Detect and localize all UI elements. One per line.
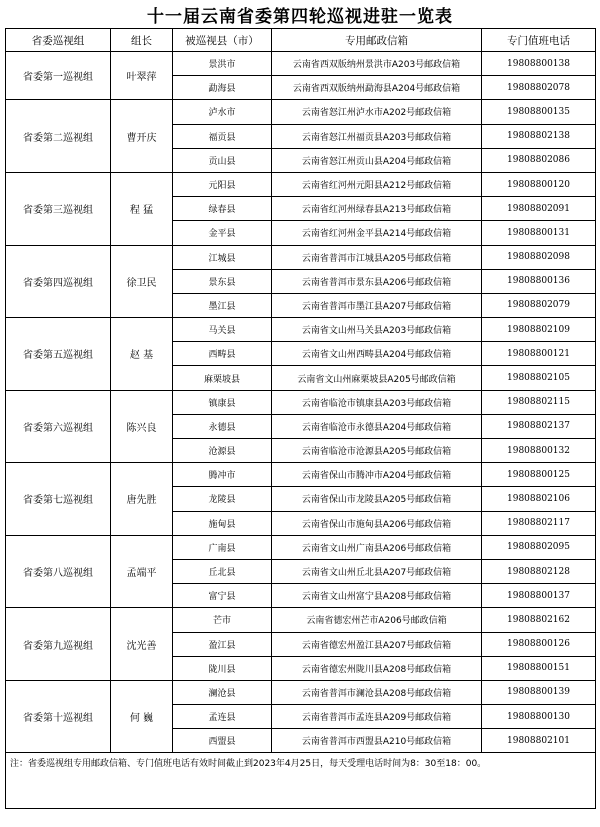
phone-cell: 19808800137: [482, 584, 596, 608]
mailbox-cell: 云南省普洱市孟连县A209号邮政信箱: [272, 705, 482, 729]
phone-cell: 19808802098: [482, 245, 596, 269]
phone-cell: 19808802138: [482, 124, 596, 148]
table-row: [6, 390, 596, 414]
mailbox-cell: 云南省普洱市西盟县A210号邮政信箱: [272, 729, 482, 753]
phone-cell: 19808800132: [482, 439, 596, 463]
group-leader-cell: 何 巍: [111, 680, 173, 753]
mailbox-cell: 云南省西双版纳州景洪市A203号邮政信箱: [272, 52, 482, 76]
mailbox-cell: 云南省文山州广南县A206号邮政信箱: [272, 535, 482, 559]
group-name-cell: 省委第九巡视组: [6, 608, 111, 681]
note-row: [6, 753, 596, 809]
table-row: [6, 608, 596, 632]
group-name-cell: 省委第四巡视组: [6, 245, 111, 318]
inspection-table: [5, 28, 596, 809]
county-cell: 绿春县: [173, 197, 272, 221]
group-leader-cell: 唐先胜: [111, 463, 173, 536]
phone-cell: 19808800131: [482, 221, 596, 245]
group-name-cell: 省委第五巡视组: [6, 318, 111, 391]
phone-cell: 19808800151: [482, 656, 596, 680]
mailbox-cell: 云南省文山州马关县A203号邮政信箱: [272, 318, 482, 342]
mailbox-cell: 云南省德宏州陇川县A208号邮政信箱: [272, 656, 482, 680]
county-cell: 福贡县: [173, 124, 272, 148]
county-cell: 元阳县: [173, 172, 272, 196]
mailbox-cell: 云南省普洱市澜沧县A208号邮政信箱: [272, 680, 482, 704]
county-cell: 龙陵县: [173, 487, 272, 511]
table-row: [6, 535, 596, 559]
phone-cell: 19808802106: [482, 487, 596, 511]
header-leader: 组长: [111, 29, 173, 52]
phone-cell: 19808800139: [482, 680, 596, 704]
phone-cell: 19808802105: [482, 366, 596, 390]
county-cell: 芒市: [173, 608, 272, 632]
mailbox-cell: 云南省普洱市景东县A206号邮政信箱: [272, 269, 482, 293]
group-name-cell: 省委第十巡视组: [6, 680, 111, 753]
table-row: [6, 463, 596, 487]
county-cell: 腾冲市: [173, 463, 272, 487]
group-name-cell: 省委第六巡视组: [6, 390, 111, 463]
mailbox-cell: 云南省怒江州贡山县A204号邮政信箱: [272, 148, 482, 172]
table-body: [6, 52, 596, 753]
county-cell: 西盟县: [173, 729, 272, 753]
group-leader-cell: 孟端平: [111, 535, 173, 608]
mailbox-cell: 云南省文山州丘北县A207号邮政信箱: [272, 559, 482, 583]
county-cell: 澜沧县: [173, 680, 272, 704]
county-cell: 麻栗坡县: [173, 366, 272, 390]
mailbox-cell: 云南省文山州西畴县A204号邮政信箱: [272, 342, 482, 366]
group-name-cell: 省委第二巡视组: [6, 100, 111, 173]
phone-cell: 19808802109: [482, 318, 596, 342]
mailbox-cell: 云南省保山市龙陵县A205号邮政信箱: [272, 487, 482, 511]
phone-cell: 19808800121: [482, 342, 596, 366]
table-row: [6, 100, 596, 124]
table-note: 注：省委巡视组专用邮政信箱、专门值班电话有效时间截止到2023年4月25日，每天受理电话时间为8：30至18：00。: [6, 753, 596, 809]
county-cell: 孟连县: [173, 705, 272, 729]
phone-cell: 19808802162: [482, 608, 596, 632]
phone-cell: 19808802091: [482, 197, 596, 221]
mailbox-cell: 云南省保山市施甸县A206号邮政信箱: [272, 511, 482, 535]
county-cell: 陇川县: [173, 656, 272, 680]
phone-cell: 19808800126: [482, 632, 596, 656]
table-header-row: [6, 29, 596, 52]
county-cell: 泸水市: [173, 100, 272, 124]
header-phone: 专门值班电话: [482, 29, 596, 52]
county-cell: 墨江县: [173, 293, 272, 317]
county-cell: 富宁县: [173, 584, 272, 608]
county-cell: 贡山县: [173, 148, 272, 172]
mailbox-cell: 云南省红河州元阳县A212号邮政信箱: [272, 172, 482, 196]
county-cell: 西畴县: [173, 342, 272, 366]
header-mailbox: 专用邮政信箱: [272, 29, 482, 52]
group-leader-cell: 陈兴良: [111, 390, 173, 463]
county-cell: 广南县: [173, 535, 272, 559]
mailbox-cell: 云南省文山州富宁县A208号邮政信箱: [272, 584, 482, 608]
group-name-cell: 省委第三巡视组: [6, 172, 111, 245]
table-row: [6, 52, 596, 76]
group-leader-cell: 徐卫民: [111, 245, 173, 318]
county-cell: 勐海县: [173, 76, 272, 100]
mailbox-cell: 云南省怒江州福贡县A203号邮政信箱: [272, 124, 482, 148]
county-cell: 江城县: [173, 245, 272, 269]
county-cell: 施甸县: [173, 511, 272, 535]
phone-cell: 19808802095: [482, 535, 596, 559]
table-row: [6, 172, 596, 196]
phone-cell: 19808800120: [482, 172, 596, 196]
phone-cell: 19808800130: [482, 705, 596, 729]
phone-cell: 19808802117: [482, 511, 596, 535]
table-row: [6, 245, 596, 269]
phone-cell: 19808800136: [482, 269, 596, 293]
group-leader-cell: 曹开庆: [111, 100, 173, 173]
phone-cell: 19808802086: [482, 148, 596, 172]
mailbox-cell: 云南省德宏州芒市A206号邮政信箱: [272, 608, 482, 632]
mailbox-cell: 云南省文山州麻栗坡县A205号邮政信箱: [272, 366, 482, 390]
mailbox-cell: 云南省怒江州泸水市A202号邮政信箱: [272, 100, 482, 124]
mailbox-cell: 云南省临沧市沧源县A205号邮政信箱: [272, 439, 482, 463]
county-cell: 镇康县: [173, 390, 272, 414]
county-cell: 丘北县: [173, 559, 272, 583]
page-title: 十一届云南省委第四轮巡视进驻一览表: [147, 7, 453, 27]
group-name-cell: 省委第一巡视组: [6, 52, 111, 100]
mailbox-cell: 云南省临沧市镇康县A203号邮政信箱: [272, 390, 482, 414]
group-name-cell: 省委第七巡视组: [6, 463, 111, 536]
phone-cell: 19808802115: [482, 390, 596, 414]
county-cell: 金平县: [173, 221, 272, 245]
mailbox-cell: 云南省德宏州盈江县A207号邮政信箱: [272, 632, 482, 656]
county-cell: 马关县: [173, 318, 272, 342]
county-cell: 盈江县: [173, 632, 272, 656]
county-cell: 景洪市: [173, 52, 272, 76]
group-leader-cell: 赵 基: [111, 318, 173, 391]
header-county: 被巡视县（市）: [173, 29, 272, 52]
phone-cell: 19808802128: [482, 559, 596, 583]
county-cell: 永德县: [173, 414, 272, 438]
mailbox-cell: 云南省普洱市江城县A205号邮政信箱: [272, 245, 482, 269]
group-leader-cell: 程 猛: [111, 172, 173, 245]
table-row: [6, 680, 596, 704]
group-name-cell: 省委第八巡视组: [6, 535, 111, 608]
table-row: [6, 318, 596, 342]
phone-cell: 19808802078: [482, 76, 596, 100]
mailbox-cell: 云南省普洱市墨江县A207号邮政信箱: [272, 293, 482, 317]
phone-cell: 19808800125: [482, 463, 596, 487]
mailbox-cell: 云南省红河州绿春县A213号邮政信箱: [272, 197, 482, 221]
phone-cell: 19808802101: [482, 729, 596, 753]
phone-cell: 19808802137: [482, 414, 596, 438]
group-leader-cell: 叶翠萍: [111, 52, 173, 100]
mailbox-cell: 云南省临沧市永德县A204号邮政信箱: [272, 414, 482, 438]
mailbox-cell: 云南省保山市腾冲市A204号邮政信箱: [272, 463, 482, 487]
phone-cell: 19808800138: [482, 52, 596, 76]
header-group: 省委巡视组: [6, 29, 111, 52]
county-cell: 景东县: [173, 269, 272, 293]
mailbox-cell: 云南省西双版纳州勐海县A204号邮政信箱: [272, 76, 482, 100]
mailbox-cell: 云南省红河州金平县A214号邮政信箱: [272, 221, 482, 245]
group-leader-cell: 沈光善: [111, 608, 173, 681]
phone-cell: 19808800135: [482, 100, 596, 124]
phone-cell: 19808802079: [482, 293, 596, 317]
county-cell: 沧源县: [173, 439, 272, 463]
